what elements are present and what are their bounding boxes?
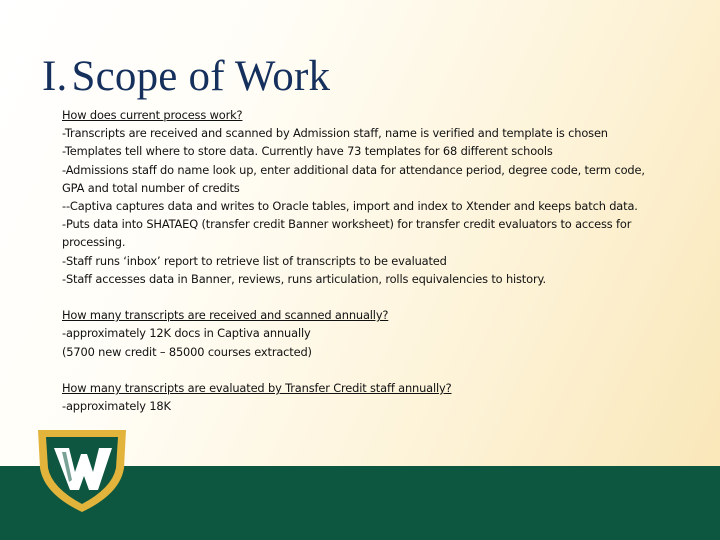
body-line: -Staff accesses data in Banner, reviews, runs articulation, rolls equivalencies to history. bbox=[62, 271, 546, 286]
question-current-process: How does current process work? bbox=[62, 108, 243, 122]
body-line: -approximately 18K bbox=[62, 399, 171, 414]
body-line: (5700 new credit – 85000 courses extracted) bbox=[62, 344, 312, 359]
body-line: -Templates tell where to store data. Currently have 73 templates for 68 different schools bbox=[62, 144, 553, 159]
body-line: -Transcripts are received and scanned by Admission staff, name is verified and template is chosen bbox=[62, 126, 608, 141]
body-line: -approximately 12K docs in Captiva annually bbox=[62, 326, 311, 341]
title-text: Scope of Work bbox=[71, 53, 331, 100]
university-shield-logo-icon bbox=[34, 424, 130, 514]
slide-title bbox=[42, 52, 330, 101]
question-evaluated-annually: How many transcripts are evaluated by Transfer Credit staff annually? bbox=[62, 381, 452, 396]
body-line: -Staff runs ‘inbox’ report to retrieve list of transcripts to be evaluated bbox=[62, 253, 447, 268]
spacer bbox=[62, 288, 662, 306]
question-scanned-annually: How many transcripts are received and scanned annually? bbox=[62, 308, 389, 323]
body-line: -Puts data into SHATAEQ (transfer credit Banner worksheet) for transfer credit evaluators to access for processing. bbox=[62, 217, 632, 250]
body-line: -Admissions staff do name look up, enter additional data for attendance period, degree code, term code, GPA and total number of credits bbox=[62, 162, 645, 195]
slide-body bbox=[62, 106, 662, 415]
spacer bbox=[62, 361, 662, 379]
body-line: --Captiva captures data and writes to Oracle tables, import and index to Xtender and keeps batch data. bbox=[62, 199, 638, 214]
title-number: I. bbox=[42, 53, 68, 100]
